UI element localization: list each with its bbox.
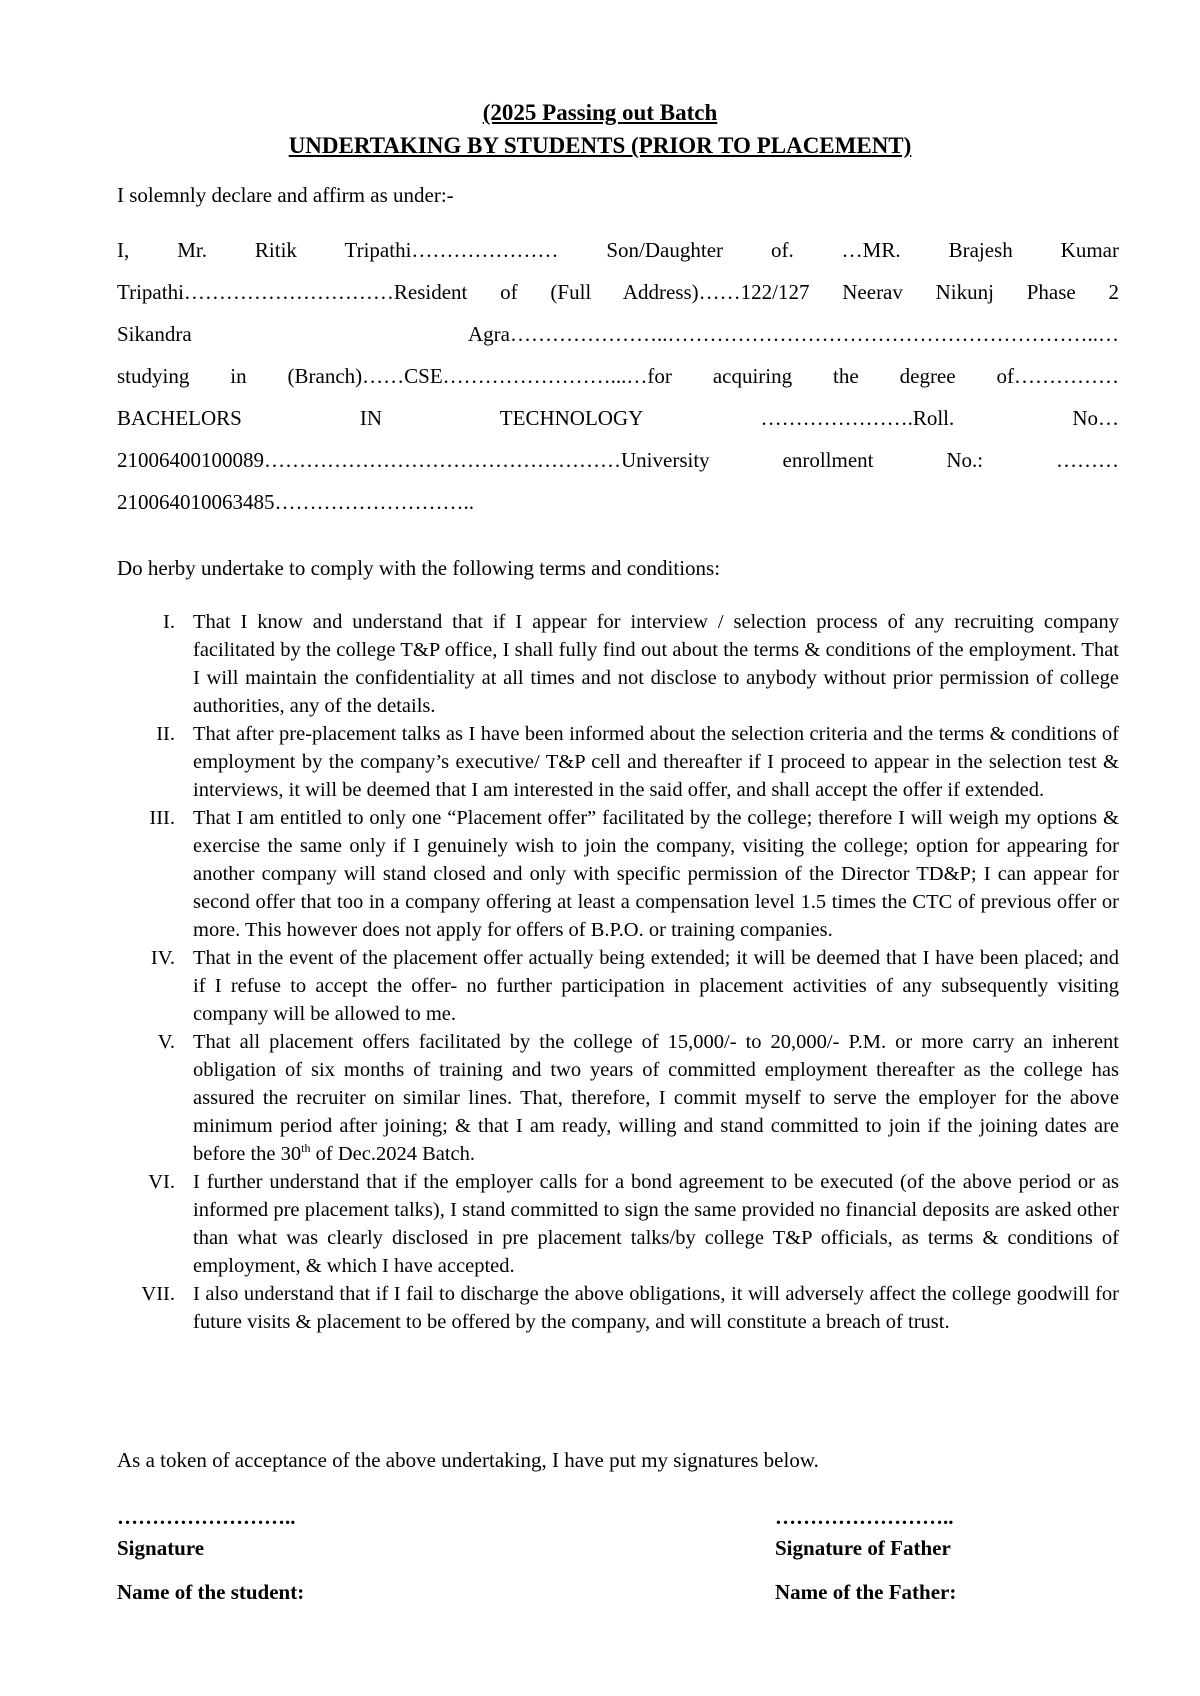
term-text: That in the event of the placement offer actually being extended; it will be deemed that I have been placed; and if I refuse to accept the offer- no further participation in placement activities of any subsequently visiting company will be allowed to me.	[193, 947, 1119, 1025]
terms-list	[117, 608, 1119, 1336]
term-text-main: That all placement offers facilitated by the college of 15,000/- to 20,000/- P.M. or more carry an inherent obligation of six months of training and two years of committed employment thereafter as the college has assured the recruiter on similar lines. That, therefore, I commit myself to serve the employer for the above minimum period after joining; & that I am ready, willing and stand committed to join if the joining dates are before the 30	[193, 1031, 1119, 1165]
student-signature-line: ……………………..	[117, 1505, 296, 1529]
term-number: IV.	[150, 947, 175, 969]
declaration-block	[117, 236, 1119, 530]
term-number: VII.	[141, 1283, 175, 1305]
term-text: I further understand that if the employer calls for a bond agreement to be executed (of the above period or as informed pre placement talks), I stand committed to sign the same provided no financial deposits are asked other than what was clearly disclosed in pre placement talks/by college T&P officials, as terms & conditions of employment, & which I have accepted.	[193, 1171, 1119, 1277]
father-signature-label: Signature of Father	[775, 1536, 951, 1560]
terms-intro: Do herby undertake to comply with the following terms and conditions:	[117, 556, 721, 580]
term-text: That I know and understand that if I appear for interview / selection process of any recruiting company facilitated by the college T&P office, I shall fully find out about the terms & conditions of the employment. That I will maintain the confidentiality at all times and not disclose to anybody without prior permission of college authorities, any of the details.	[193, 611, 1119, 717]
declaration-line-roll: 21006400100089……………………………………………University enrollment No.: ………	[117, 448, 1119, 472]
list-item	[117, 944, 1119, 1028]
student-name-label: Name of the student:	[117, 1580, 305, 1604]
list-item	[117, 720, 1119, 804]
term-text: I also understand that if I fail to discharge the above obligations, it will adversely affect the college goodwill for future visits & placement to be offered by the company, and will constitute a breach of trust.	[193, 1283, 1119, 1333]
list-item	[117, 804, 1119, 944]
term-number: V.	[157, 1031, 175, 1053]
list-item	[117, 1028, 1119, 1168]
ordinal-suffix: th	[301, 1141, 311, 1156]
declaration-line-degree: BACHELORS IN TECHNOLOGY ………………….Roll. No…	[117, 406, 1119, 430]
term-number: I.	[163, 611, 175, 633]
list-item	[117, 608, 1119, 720]
term-text: That after pre-placement talks as I have been informed about the selection criteria and the terms & conditions of employment by the company’s executive/ T&P cell and thereafter if I proceed to appear in the selection test & interviews, it will be deemed that I am interested in the said offer, and shall accept the offer if extended.	[193, 723, 1119, 801]
list-item	[117, 1168, 1119, 1280]
term-number: II.	[156, 723, 175, 745]
acceptance-text: As a token of acceptance of the above undertaking, I have put my signatures below.	[117, 1448, 819, 1472]
intro-text: I solemnly declare and affirm as under:-	[117, 183, 454, 207]
term-text: That I am entitled to only one “Placement offer” facilitated by the college; therefore I will weigh my options & exercise the same only if I genuinely wish to join the company, visiting the college; option for appearing for another company will stand closed and only with specific permission of the Director TD&P; I can appear for second offer that too in a company offering at least a compensation level 1.5 times the CTC of previous offer or more. This however does not apply for offers of B.P.O. or training companies.	[193, 807, 1119, 941]
father-name-label: Name of the Father:	[775, 1580, 957, 1604]
term-number: III.	[149, 807, 175, 829]
page-title: UNDERTAKING BY STUDENTS (PRIOR TO PLACEMENT)	[288, 133, 912, 158]
batch-heading: (2025 Passing out Batch	[482, 100, 718, 125]
declaration-line-name: I, Mr. Ritik Tripathi………………… Son/Daughter of. …MR. Brajesh Kumar	[117, 238, 1119, 262]
father-signature-line: ……………………..	[775, 1505, 954, 1529]
term-number: VI.	[148, 1171, 175, 1193]
list-item	[117, 1280, 1119, 1336]
declaration-line-branch: studying in (Branch)……CSE……………………...…for acquiring the degree of……………	[117, 364, 1119, 388]
student-signature-label: Signature	[117, 1536, 205, 1560]
declaration-line-city: Sikandra Agra…………………..……………………………………………………..…	[117, 322, 1119, 346]
declaration-line-address: Tripathi…………………………Resident of (Full Address)……122/127 Neerav Nikunj Phase 2	[117, 280, 1119, 304]
declaration-line-enrollment: 210064010063485………………………..	[117, 490, 474, 514]
term-text	[193, 1028, 1119, 1168]
term-text-tail: of Dec.2024 Batch.	[310, 1143, 476, 1165]
